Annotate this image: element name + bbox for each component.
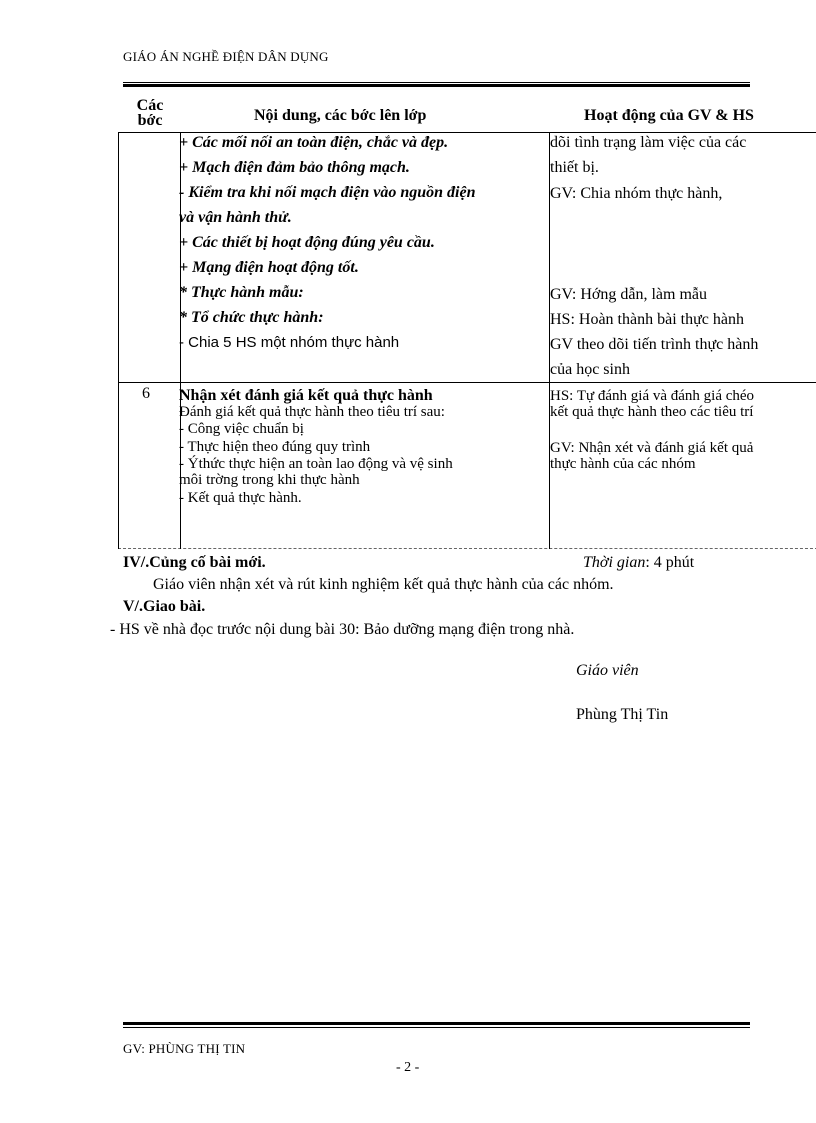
footer-author: GV: PHÙNG THỊ TIN bbox=[123, 1041, 246, 1056]
row1-content-line: - Chia 5 HS một nhóm thực hành bbox=[179, 334, 400, 351]
column-header-activity: Hoạt động của GV & HS bbox=[584, 107, 754, 124]
row1-activity-line: GV theo dõi tiến trình thực hành bbox=[550, 336, 759, 353]
section-4-time bbox=[583, 554, 694, 572]
row1-activity-line: HS: Hoàn thành bài thực hành bbox=[550, 311, 744, 328]
row1-content-line: * Tổ chức thực hành: bbox=[179, 309, 324, 326]
row2-content-line: môi trờng trong khi thực hành bbox=[179, 472, 360, 488]
section-4-text: Giáo viên nhận xét và rút kinh nghiệm kết quả thực hành của các nhóm. bbox=[153, 576, 614, 593]
row1-content-line: + Mạng điện hoạt động tốt. bbox=[179, 259, 359, 276]
row2-content-line: Đánh giá kết quả thực hành theo tiêu trí sau: bbox=[179, 404, 445, 420]
footer-rule-thin bbox=[123, 1027, 750, 1028]
signature-name: Phùng Thị Tin bbox=[576, 706, 669, 723]
row1-activity-line: của học sinh bbox=[550, 361, 630, 378]
table-row-divider bbox=[118, 382, 816, 383]
row1-content-line: và vận hành thử. bbox=[179, 209, 292, 226]
footer-rule-thick bbox=[123, 1022, 750, 1025]
time-label: Thời gian bbox=[583, 554, 646, 571]
row2-content-line: - Thực hiện theo đúng quy trình bbox=[179, 439, 371, 455]
lesson-table bbox=[118, 97, 816, 549]
row2-activity-line: thực hành của các nhóm bbox=[550, 456, 696, 472]
row1-activity-line: thiết bị. bbox=[550, 159, 599, 176]
table-bottom-line bbox=[118, 548, 816, 549]
section-4-title: IV/.Củng cố bài mới. bbox=[123, 554, 266, 571]
signature-role: Giáo viên bbox=[576, 662, 639, 679]
row2-activity-line: GV: Nhận xét và đánh giá kết quả bbox=[550, 440, 754, 456]
time-value: : 4 phút bbox=[645, 554, 695, 571]
row1-activity-line: dõi tình trạng làm việc của các bbox=[550, 134, 747, 151]
row1-content-line: * Thực hành mẫu: bbox=[179, 284, 304, 301]
header-rule-thin bbox=[123, 82, 750, 83]
row1-content-line: + Các thiết bị hoạt động đúng yêu cầu. bbox=[179, 234, 435, 251]
page-number: - 2 - bbox=[396, 1060, 420, 1075]
row2-content-line: - Công việc chuẩn bị bbox=[179, 421, 304, 437]
row1-content-line: + Các mối nối an toàn điện, chắc và đẹp. bbox=[179, 134, 449, 151]
row2-step-number: 6 bbox=[142, 385, 150, 402]
header-rule-thick bbox=[123, 84, 750, 87]
row2-content-line: - Ýthức thực hiện an toàn lao động và vệ sinh bbox=[179, 456, 453, 472]
column-header-content: Nội dung, các bớc lên lớp bbox=[254, 107, 427, 124]
document-header: GIÁO ÁN NGHỀ ĐIỆN DÂN DỤNG bbox=[123, 49, 329, 64]
table-left-border bbox=[118, 132, 119, 549]
row1-activity-line: GV: Hớng dẫn, làm mẫu bbox=[550, 286, 708, 303]
row1-activity-line: GV: Chia nhóm thực hành, bbox=[550, 185, 723, 202]
row1-content-line: - Kiểm tra khi nối mạch điện vào nguồn điện bbox=[179, 184, 476, 201]
row2-activity-line: kết quả thực hành theo các tiêu trí bbox=[550, 404, 754, 420]
row1-content-line: + Mạch điện đảm bảo thông mạch. bbox=[179, 159, 410, 176]
row2-activity-line: HS: Tự đánh giá và đánh giá chéo bbox=[550, 388, 755, 404]
row2-content-title: Nhận xét đánh giá kết quả thực hành bbox=[179, 387, 433, 404]
column-header-step: Các bớc bbox=[136, 97, 164, 129]
row2-content-line: - Kết quả thực hành. bbox=[179, 490, 302, 506]
section-5-title: V/.Giao bài. bbox=[123, 598, 206, 615]
section-5-text: - HS về nhà đọc trước nội dung bài 30: Bảo dưỡng mạng điện trong nhà. bbox=[110, 621, 575, 638]
